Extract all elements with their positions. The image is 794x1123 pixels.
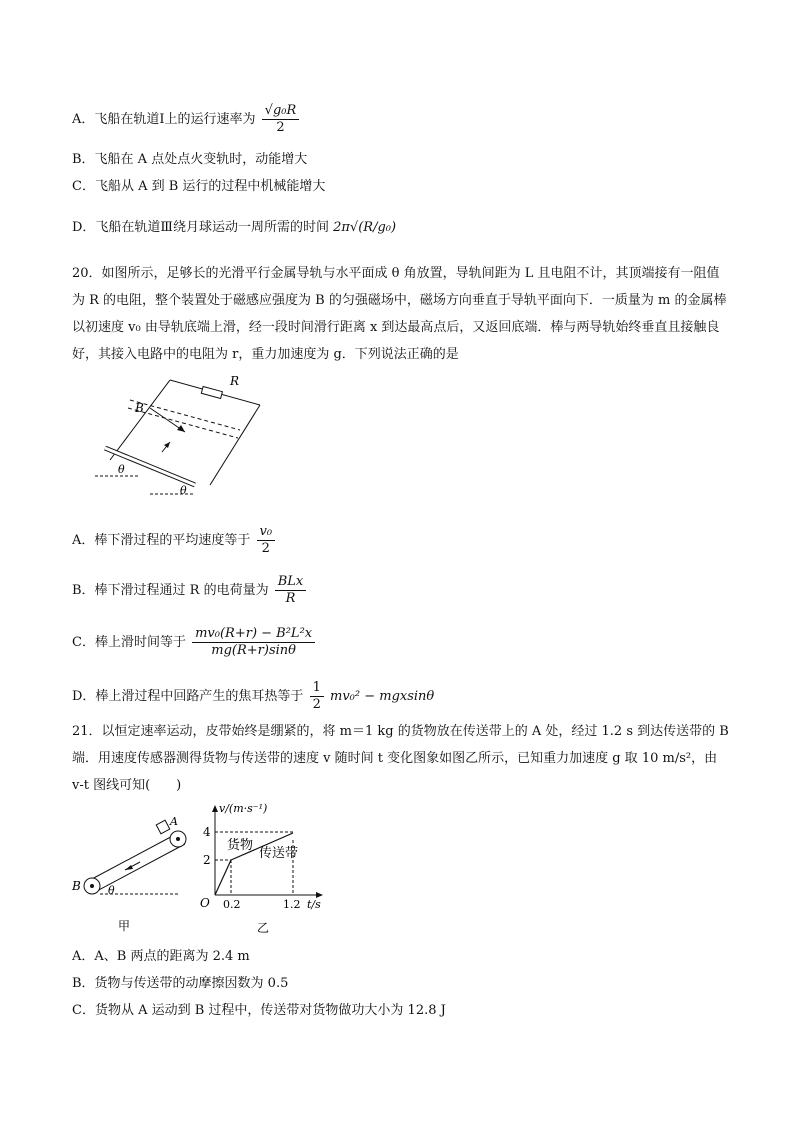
q21-option-b: B．货物与传送带的动摩擦因数为 0.5 xyxy=(72,976,289,991)
q20-option-b: B．棒下滑过程通过 R 的电荷量为 $\frac{\text{BLx}}{R}$ xyxy=(72,574,308,607)
theta-label-2: θ xyxy=(180,484,187,497)
vt-xlabel: t/s xyxy=(307,898,321,911)
belt-angle-label: θ xyxy=(108,884,115,897)
q20-d-fraction: $\frac{1}{2}$ xyxy=(310,680,324,713)
q21-vt-graph xyxy=(195,800,335,935)
vt-label-belt: 传送带 xyxy=(259,846,299,861)
point-a-label: A xyxy=(170,815,178,828)
vt-xtick-02: 0.2 xyxy=(223,898,241,911)
q19-a-fraction: $\frac{\text{√g₀R}}{2}$ xyxy=(262,103,300,136)
q20-rail-figure xyxy=(90,370,270,510)
vt-ytick-4: 4 xyxy=(203,825,211,839)
resistor-label: R xyxy=(230,374,240,388)
q19-option-a: A．飞船在轨道Ⅰ上的运行速率为 $\frac{\text{√g₀R}}{2}$ xyxy=(72,103,301,136)
figure-yi-caption: 乙 xyxy=(257,921,270,935)
q19-option-b: B．飞船在 A 点处点火变轨时，动能增大 xyxy=(72,152,308,167)
vt-xtick-12: 1.2 xyxy=(283,898,301,911)
theta-label-1: θ xyxy=(118,463,125,476)
q19-option-d: D．飞船在轨道Ⅲ绕月球运动一周所需的时间 2π√(R/g₀) xyxy=(72,220,397,235)
figure-jia-caption: 甲 xyxy=(118,919,131,933)
q21-stem: 21．以恒定速率运动，皮带始终是绷紧的，将 m＝1 kg 的货物放在传送带上的 A 处，经过 1.2 s 到达传送带的 B 端．用速度传感器测得货物与传送带的速度 v 随时间 t 变化图象如图乙所示，已知重力加速度 g 取 10 m/s²，由 v-t 图线可知( ) xyxy=(72,724,729,793)
q21-belt-figure xyxy=(70,810,190,940)
q20-stem: 20．如图所示，足够长的光滑平行金属导轨与水平面成 θ 角放置，导轨间距为 L 且电阻不计，其顶端接有一阻值为 R 的电阻，整个装置处于磁感应强度为 B 的匀强磁场中，磁场方向垂直于导轨平面向下．一质量为 m 的金属棒以初速度 v₀ 由导轨底端上滑，经一段时间滑行距离 x 到达最高点后，又返回底端．棒与两导轨始终垂直且接触良好，其接入电路中的电阻为 r，重力加速度为 g．下列说法正确的是 xyxy=(72,266,727,362)
q20-option-a: A．棒下滑过程的平均速度等于 $\frac{\text{v₀}}{2}$ xyxy=(72,524,277,557)
vt-origin: O xyxy=(200,896,210,910)
vt-label-cargo: 货物 xyxy=(227,838,254,853)
q19-d-expression: 2π√(R/g₀) xyxy=(333,220,397,235)
q20-a-fraction: $\frac{\text{v₀}}{2}$ xyxy=(257,524,276,557)
q21-option-a: A．A、B 两点的距离为 2.4 m xyxy=(72,949,250,964)
vt-ylabel: v/(m·s⁻¹) xyxy=(219,802,268,815)
q19-option-c: C．飞船从 A 到 B 运行的过程中机械能增大 xyxy=(72,179,326,194)
q20-c-fraction: $\frac{\text{mv₀(R+r) − B²L²x}}{mg(R+r)\sin\theta}$ xyxy=(192,626,315,659)
vt-ytick-2: 2 xyxy=(203,853,211,867)
q20-option-c: C．棒上滑时间等于 $\frac{\text{mv₀(R+r) − B²L²x}}{mg(R+r)\sin\theta}$ xyxy=(72,626,317,659)
point-b-label: B xyxy=(72,879,81,893)
q20-option-d: D．棒上滑过程中回路产生的焦耳热等于 $\frac{1}{2}$ mv₀² − mgxsinθ xyxy=(72,680,435,712)
field-label: B xyxy=(135,401,144,415)
q20-b-fraction: $\frac{\text{BLx}}{R}$ xyxy=(275,574,307,607)
q21-option-c: C．货物从 A 运动到 B 过程中，传送带对货物做功大小为 12.8 J xyxy=(72,1003,446,1018)
